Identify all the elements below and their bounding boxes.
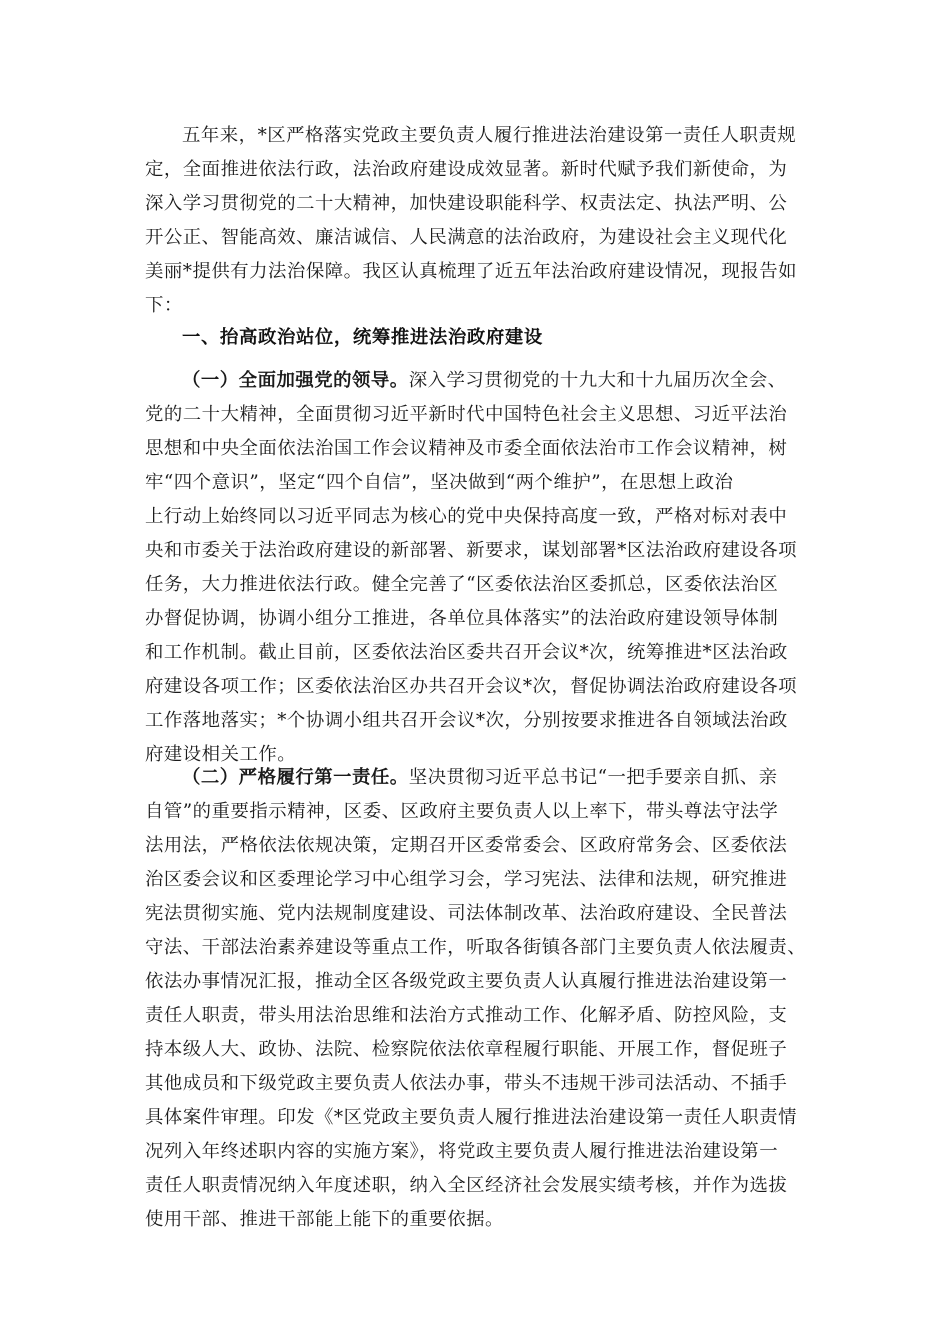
paragraph-line: 责任人职责，带头用法治思维和法治方式推动工作、化解矛盾、防控风险，支 <box>145 1005 788 1026</box>
intro-line: 五年来，*区严格落实党政主要负责人履行推进法治建设第一责任人职责规 <box>182 125 797 146</box>
paragraph-line: 自管”的重要指示精神，区委、区政府主要负责人以上率下，带头尊法守法学 <box>145 801 779 822</box>
intro-line: 开公正、智能高效、廉洁诚信、人民满意的法治政府，为建设社会主义现代化 <box>145 227 788 248</box>
section-heading: 一、抬高政治站位，统筹推进法治政府建设 <box>182 327 543 348</box>
paragraph-line: 具体案件审理。印发《*区党政主要负责人履行推进法治建设第一责任人职责情 <box>145 1107 797 1128</box>
paragraph-line: 工作落地落实；*个协调小组共召开会议*次，分别按要求推进各自领域法治政 <box>145 710 788 731</box>
intro-line: 定，全面推进依法行政，法治政府建设成效显著。新时代赋予我们新使命，为 <box>145 159 788 180</box>
paragraph-line: 党的二十大精神，全面贯彻习近平新时代中国特色社会主义思想、习近平法治 <box>145 404 788 425</box>
paragraph-lead: （一）全面加强党的领导。 <box>182 370 409 391</box>
paragraph-line: 治区委会议和区委理论学习中心组学习会，学习宪法、法律和法规，研究推进 <box>145 869 788 890</box>
intro-line: 深入学习贯彻党的二十大精神，加快建设职能科学、权责法定、执法严明、公 <box>145 193 788 214</box>
paragraph-first-line-text: 坚决贯彻习近平总书记“一把手要亲自抓、亲 <box>408 767 778 788</box>
paragraph-line: 宪法贯彻实施、党内法规制度建设、司法体制改革、法治政府建设、全民普法 <box>145 903 788 924</box>
paragraph-line: 法用法，严格依法依规决策，定期召开区委常委会、区政府常务会、区委依法 <box>145 835 788 856</box>
paragraph-line: 和工作机制。截止目前，区委依法治区委共召开会议*次，统筹推进*区法治政 <box>145 642 788 663</box>
paragraph-line: 依法办事情况汇报，推动全区各级党政主要负责人认真履行推进法治建设第一 <box>145 971 788 992</box>
paragraph-line: 责任人职责情况纳入年度述职，纳入全区经济社会发展实绩考核，并作为选拔 <box>145 1175 788 1196</box>
paragraph-first-line <box>145 364 809 398</box>
paragraph-first-line-text: 深入学习贯彻党的十九大和十九届历次全会、 <box>408 370 787 391</box>
paragraph-line: 任务，大力推进依法行政。健全完善了“区委依法治区委抓总，区委依法治区 <box>145 574 779 595</box>
paragraph-line: 持本级人大、政协、法院、检察院依法依章程履行职能、开展工作，督促班子 <box>145 1039 788 1060</box>
paragraph-line: 办督促协调，协调小组分工推进，各单位具体落实”的法治政府建设领导体制 <box>145 608 779 629</box>
intro-line: 下： <box>145 295 183 316</box>
paragraph-party-leadership <box>145 364 809 772</box>
paragraph-line: 上行动上始终同以习近平同志为核心的党中央保持高度一致，严格对标对表中 <box>145 506 788 527</box>
paragraph-line: 央和市委关于法治政府建设的新部署、新要求，谋划部署*区法治政府建设各项 <box>145 540 797 561</box>
paragraph-line: 府建设各项工作；区委依法治区办共召开会议*次，督促协调法治政府建设各项 <box>145 676 797 697</box>
paragraph-first-line <box>145 761 809 795</box>
paragraph-line: 使用干部、推进干部能上能下的重要依据。 <box>145 1209 504 1230</box>
paragraph-lead: （二）严格履行第一责任。 <box>182 767 409 788</box>
paragraph-line: 思想和中央全面依法治国工作会议精神及市委全面依法治市工作会议精神，树 <box>145 438 788 459</box>
paragraph-line: 牢“四个意识”，坚定“四个自信”，坚决做到“两个维护”，在思想上政治 <box>145 472 734 493</box>
paragraph-first-responsibility <box>145 761 809 1237</box>
paragraph-line: 府建设相关工作。 <box>145 744 297 765</box>
paragraph-line: 其他成员和下级党政主要负责人依法办事，带头不违规干涉司法活动、不插手 <box>145 1073 788 1094</box>
intro-paragraph <box>145 119 809 323</box>
paragraph-line: 守法、干部法治素养建设等重点工作，听取各街镇各部门主要负责人依法履责、 <box>145 937 807 958</box>
intro-line: 美丽*提供有力法治保障。我区认真梳理了近五年法治政府建设情况，现报告如 <box>145 261 797 282</box>
paragraph-line: 况列入年终述职内容的实施方案》，将党政主要负责人履行推进法治建设第一 <box>145 1141 779 1162</box>
